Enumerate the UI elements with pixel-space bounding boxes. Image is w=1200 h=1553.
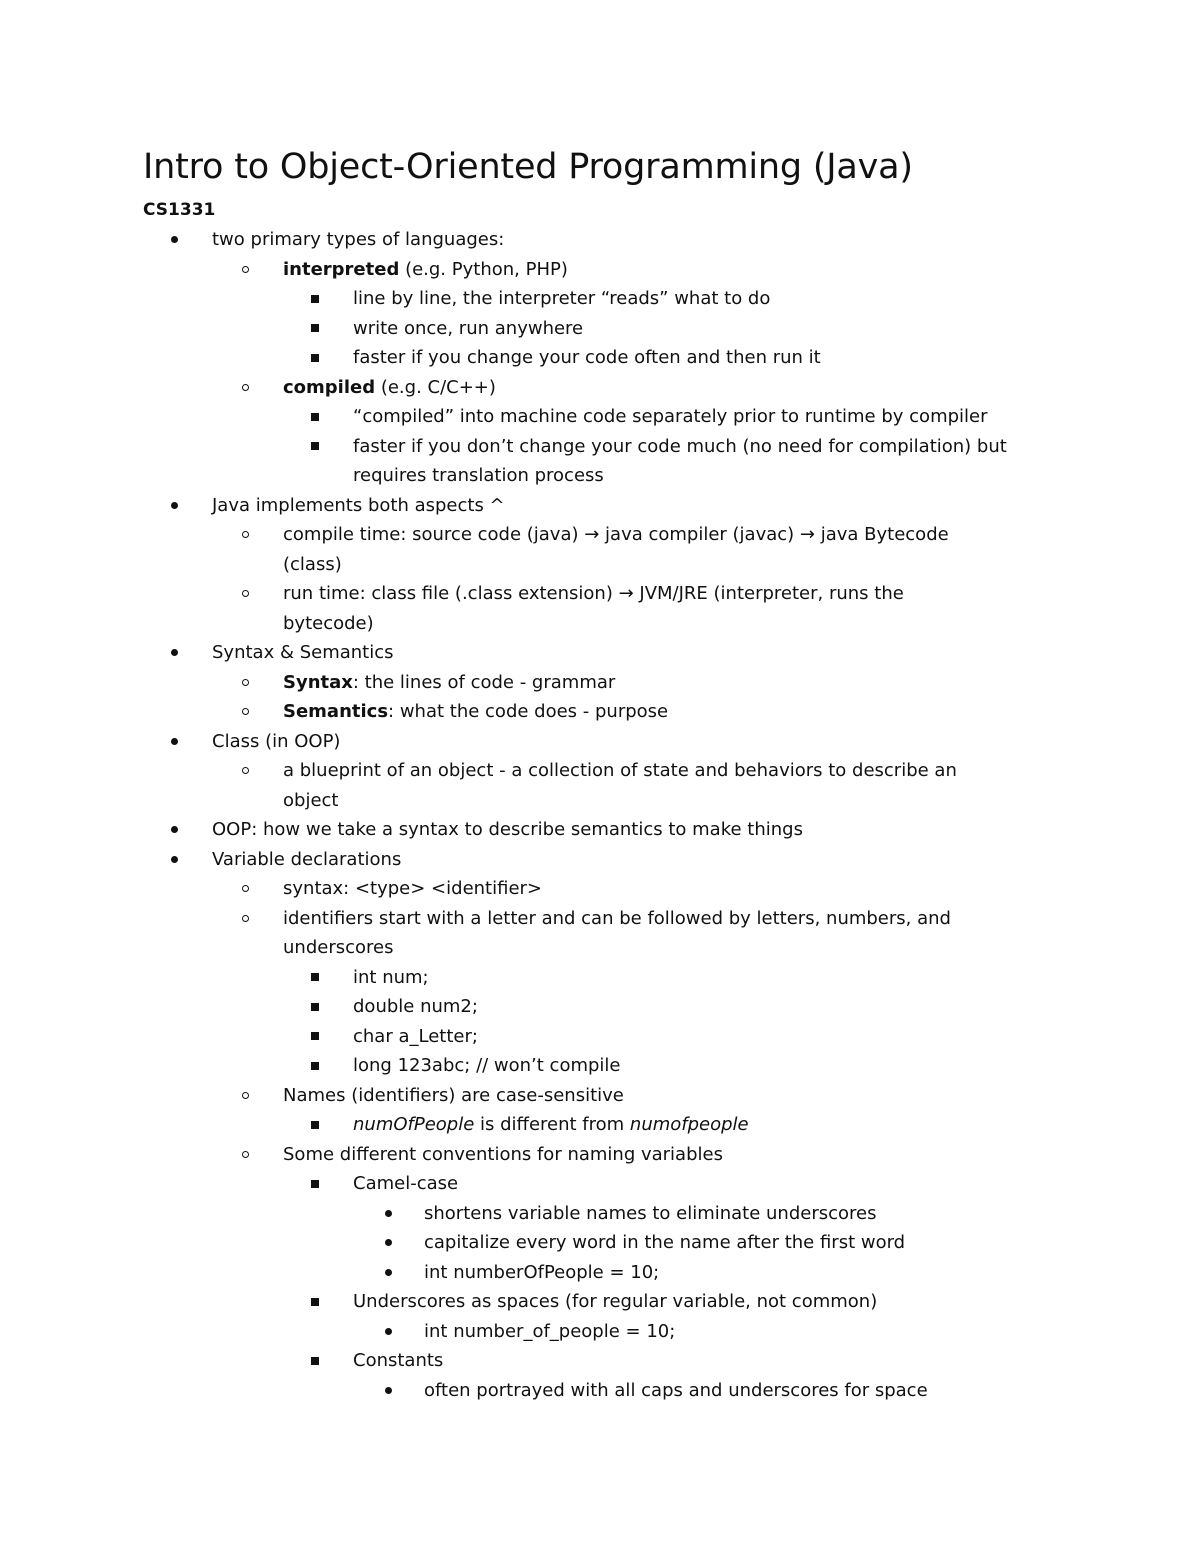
list-item-text xyxy=(283,756,957,786)
item-plain-text: long 123abc; // won’t compile xyxy=(353,1055,621,1076)
bullet-circle-icon xyxy=(238,697,252,727)
list-item-text xyxy=(353,1346,443,1376)
item-plain-text: Camel-case xyxy=(353,1173,459,1194)
item-plain-text: (e.g. C/C++) xyxy=(375,376,496,398)
list-item-text xyxy=(212,225,504,255)
item-plain-text: int num; xyxy=(353,966,429,988)
list-item-text xyxy=(283,609,374,639)
item-plain-text: Names (identifiers) are case-sensitive xyxy=(283,1084,624,1106)
list-item-text xyxy=(353,432,1007,462)
bullet-square-icon xyxy=(308,1346,322,1376)
bullet-disc-icon xyxy=(167,815,181,845)
list-item-text xyxy=(353,963,429,993)
bullet-square-icon xyxy=(308,402,322,432)
list-item-text xyxy=(424,1317,675,1347)
bullet-circle-icon xyxy=(238,579,252,609)
item-plain-text: faster if you don’t change your code much (no need for compilation) but xyxy=(353,435,1007,457)
bullet-square-icon xyxy=(308,432,322,462)
list-item-text xyxy=(283,874,542,904)
bold-term: Syntax xyxy=(283,671,353,693)
italic-term: numOfPeople xyxy=(353,1114,475,1135)
list-item-text xyxy=(353,343,821,373)
list-item-text xyxy=(353,1169,458,1199)
bullet-disc-icon xyxy=(167,225,181,255)
list-item-text xyxy=(283,1081,624,1111)
item-plain-text: a blueprint of an object - a collection of state and behaviors to describe an xyxy=(283,760,957,781)
list-item-text xyxy=(212,727,340,757)
item-plain-text: Underscores as spaces (for regular variable, not common) xyxy=(353,1291,878,1312)
bullet-disc-icon xyxy=(167,491,181,521)
bullet-square-icon xyxy=(308,1287,322,1317)
list-item-text xyxy=(283,786,338,816)
list-item-text xyxy=(353,402,988,432)
list-item-text xyxy=(283,373,496,403)
list-item-text xyxy=(283,904,951,934)
bullet-disc-icon xyxy=(167,845,181,875)
bullet-circle-icon xyxy=(238,904,252,934)
bullet-square-icon xyxy=(308,1110,322,1140)
list-item-text xyxy=(353,1287,877,1317)
bullet-square-icon xyxy=(308,284,322,314)
item-plain-text: “compiled” into machine code separately prior to runtime by compiler xyxy=(353,406,988,427)
bullet-circle-icon xyxy=(238,1081,252,1111)
bullet-square-icon xyxy=(308,963,322,993)
item-plain-text: is different from xyxy=(474,1114,630,1135)
bullet-disc-icon xyxy=(167,727,181,757)
item-plain-text: syntax: <type> <identifier> xyxy=(283,878,543,899)
item-plain-text: Class (in OOP) xyxy=(212,730,341,752)
list-item-text xyxy=(353,1110,749,1140)
item-plain-text: shortens variable names to eliminate underscores xyxy=(424,1202,877,1224)
list-item-text xyxy=(212,845,401,875)
list-item-text xyxy=(424,1376,928,1406)
item-plain-text: often portrayed with all caps and underscores for space xyxy=(424,1379,928,1401)
list-item-text xyxy=(283,550,342,580)
list-item-text xyxy=(283,520,949,550)
bullet-disc-icon xyxy=(167,638,181,668)
item-plain-text: two primary types of languages: xyxy=(212,229,505,250)
course-code: CS1331 xyxy=(143,200,216,220)
bullet-circle-icon xyxy=(238,874,252,904)
list-item-text xyxy=(283,579,904,609)
item-plain-text: Syntax & Semantics xyxy=(212,642,394,663)
item-plain-text: OOP: how we take a syntax to describe semantics to make things xyxy=(212,819,803,840)
item-plain-text: bytecode) xyxy=(283,612,374,634)
italic-term: numofpeople xyxy=(629,1114,749,1135)
list-item-text xyxy=(283,668,615,698)
bold-term: compiled xyxy=(283,376,376,398)
list-item-text xyxy=(424,1258,659,1288)
bullet-square-icon xyxy=(308,1051,322,1081)
bullet-disc-icon xyxy=(381,1199,395,1229)
list-item-text xyxy=(353,992,478,1022)
item-plain-text: faster if you change your code often and then run it xyxy=(353,347,821,368)
list-item-text xyxy=(283,255,568,285)
item-plain-text: run time: class file (.class extension) → JVM/JRE (interpreter, runs the xyxy=(283,583,904,604)
item-plain-text: : what the code does - purpose xyxy=(388,701,669,722)
item-plain-text: write once, run anywhere xyxy=(353,317,584,339)
bullet-circle-icon xyxy=(238,373,252,403)
list-item-text xyxy=(283,1140,723,1170)
bullet-square-icon xyxy=(308,1169,322,1199)
item-plain-text: (e.g. Python, PHP) xyxy=(399,258,568,280)
list-item-text xyxy=(353,284,770,314)
bullet-square-icon xyxy=(308,343,322,373)
list-item-text xyxy=(212,491,505,521)
bullet-disc-icon xyxy=(381,1228,395,1258)
bullet-circle-icon xyxy=(238,756,252,786)
list-item-text xyxy=(424,1199,876,1229)
list-item-text xyxy=(424,1228,905,1258)
list-item-text xyxy=(283,697,668,727)
bold-term: Semantics xyxy=(283,701,389,722)
item-plain-text: requires translation process xyxy=(353,465,604,486)
item-plain-text: identifiers start with a letter and can be followed by letters, numbers, and xyxy=(283,907,951,929)
list-item-text xyxy=(353,461,604,491)
item-plain-text: Constants xyxy=(353,1350,444,1371)
item-plain-text: int number_of_people = 10; xyxy=(424,1320,676,1342)
item-plain-text: int numberOfPeople = 10; xyxy=(424,1261,660,1283)
list-item-text xyxy=(212,815,803,845)
item-plain-text: compile time: source code (java) → java compiler (javac) → java Bytecode xyxy=(283,524,949,545)
item-plain-text: Some different conventions for naming variables xyxy=(283,1143,723,1165)
item-plain-text: underscores xyxy=(283,937,394,958)
bullet-circle-icon xyxy=(238,255,252,285)
list-item-text xyxy=(212,638,394,668)
item-plain-text: char a_Letter; xyxy=(353,1025,478,1047)
list-item-text xyxy=(353,314,583,344)
item-plain-text: (class) xyxy=(283,553,342,575)
item-plain-text: double num2; xyxy=(353,996,478,1017)
bullet-disc-icon xyxy=(381,1258,395,1288)
bullet-circle-icon xyxy=(238,1140,252,1170)
bullet-square-icon xyxy=(308,314,322,344)
bullet-circle-icon xyxy=(238,668,252,698)
bold-term: interpreted xyxy=(283,258,400,280)
item-plain-text: : the lines of code - grammar xyxy=(352,671,616,693)
bullet-circle-icon xyxy=(238,520,252,550)
item-plain-text: capitalize every word in the name after the first word xyxy=(424,1232,906,1253)
item-plain-text: Variable declarations xyxy=(212,848,402,870)
bullet-square-icon xyxy=(308,1022,322,1052)
list-item-text xyxy=(353,1051,621,1081)
bullet-disc-icon xyxy=(381,1317,395,1347)
bullet-disc-icon xyxy=(381,1376,395,1406)
list-item-text xyxy=(353,1022,478,1052)
list-item-text xyxy=(283,933,393,963)
item-plain-text: line by line, the interpreter “reads” what to do xyxy=(353,288,771,309)
item-plain-text: object xyxy=(283,789,339,811)
bullet-square-icon xyxy=(308,992,322,1022)
page-title: Intro to Object-Oriented Programming (Java) xyxy=(143,147,913,187)
item-plain-text: Java implements both aspects ^ xyxy=(212,494,505,516)
